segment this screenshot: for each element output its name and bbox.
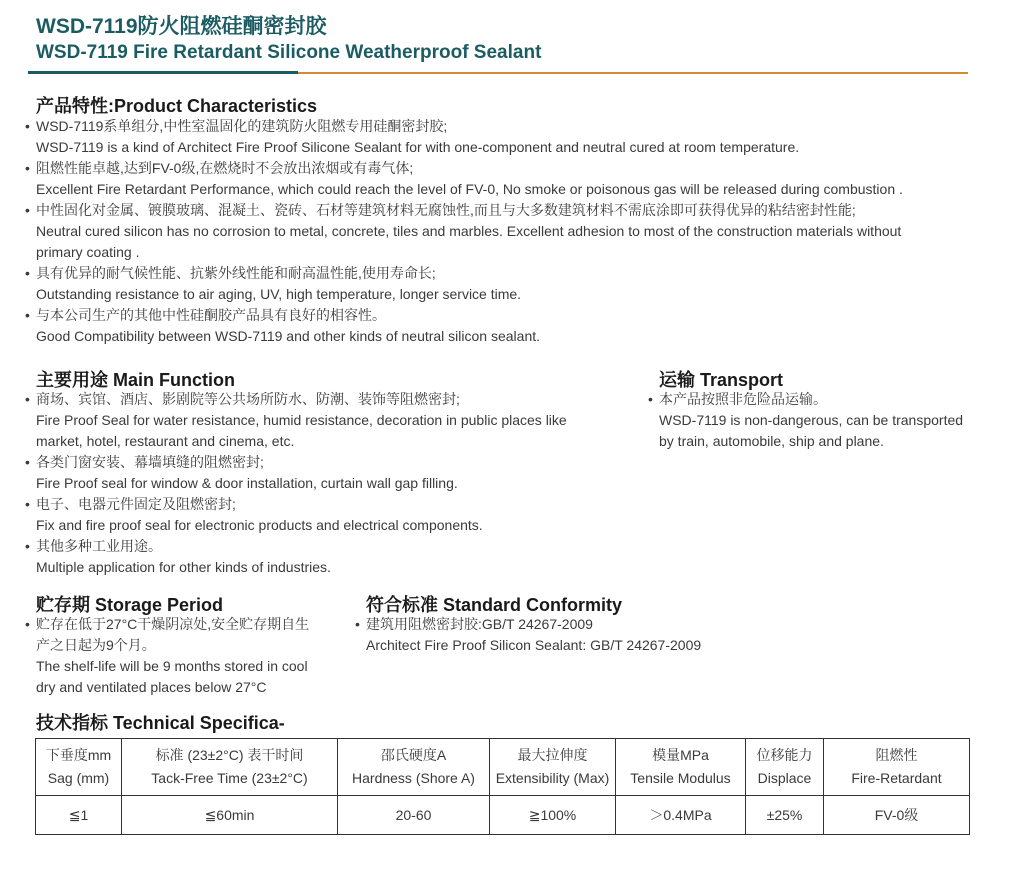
storage-list bbox=[36, 614, 309, 698]
list-item: • 具有优异的耐气候性能、抗紫外线性能和耐高温性能,使用寿命长; bbox=[36, 263, 903, 284]
list-item: Multiple application for other kinds of industries. bbox=[36, 559, 331, 575]
list-item: 产之日起为9个月。 bbox=[36, 637, 156, 653]
transport-heading: 运输 Transport bbox=[659, 370, 784, 390]
storage-heading: 贮存期 Storage Period bbox=[36, 595, 224, 615]
transport-list bbox=[659, 389, 963, 452]
list-item: Good Compatibility between WSD-7119 and other kinds of neutral silicon sealant. bbox=[36, 328, 541, 344]
list-item: • 商场、宾馆、酒店、影剧院等公共场所防水、防潮、装饰等阻燃密封; bbox=[36, 389, 567, 410]
list-item: Outstanding resistance to air aging, UV, high temperature, longer service time. bbox=[36, 286, 522, 302]
spec-table bbox=[35, 738, 970, 835]
table-header-cell: 阻燃性 Fire-Retardant bbox=[824, 739, 970, 796]
list-item: • 建筑用阻燃密封胶:GB/T 24267-2009 bbox=[366, 614, 701, 635]
table-header-cell: 模量MPa Tensile Modulus bbox=[616, 739, 746, 796]
list-item: • 阻燃性能卓越,达到FV-0级,在燃烧时不会放出浓烟或有毒气体; bbox=[36, 158, 903, 179]
list-item: primary coating . bbox=[36, 244, 140, 260]
list-item: • 贮存在低于27°C干燥阴凉处,安全贮存期自生 bbox=[36, 614, 309, 635]
title-rule-orange bbox=[298, 72, 968, 74]
list-item: • WSD-7119系单组分,中性室温固化的建筑防火阻燃专用硅酮密封胶; bbox=[36, 116, 903, 137]
table-header-cell: 邵氏硬度A Hardness (Shore A) bbox=[338, 739, 490, 796]
table-row bbox=[36, 796, 970, 835]
main-function-list bbox=[36, 389, 567, 578]
list-item: market, hotel, restaurant and cinema, etc. bbox=[36, 433, 295, 449]
characteristics-list bbox=[36, 116, 903, 347]
title-english: WSD-7119 Fire Retardant Silicone Weatherproof Sealant bbox=[36, 42, 542, 63]
standard-list bbox=[366, 614, 701, 656]
list-item: Fix and fire proof seal for electronic products and electrical components. bbox=[36, 517, 483, 533]
list-item: • 其他多种工业用途。 bbox=[36, 536, 567, 557]
list-item: Excellent Fire Retardant Performance, which could reach the level of FV-0, No smoke or poisonous gas will be released during combustion . bbox=[36, 181, 903, 197]
list-item: Fire Proof Seal for water resistance, humid resistance, decoration in public places like bbox=[36, 412, 567, 428]
table-cell: ＞0.4MPa bbox=[616, 796, 746, 835]
technical-heading: 技术指标 Technical Specifica- bbox=[36, 713, 285, 733]
list-item: dry and ventilated places below 27°C bbox=[36, 679, 267, 695]
table-cell: 20-60 bbox=[338, 796, 490, 835]
list-item: • 中性固化对金属、镀膜玻璃、混凝土、瓷砖、石材等建筑材料无腐蚀性,而且与大多数建筑材料不需底涂即可获得优异的粘结密封性能; bbox=[36, 200, 903, 221]
table-cell: ≦60min bbox=[122, 796, 338, 835]
title-chinese: WSD-7119防火阻燃硅酮密封胶 bbox=[36, 15, 327, 38]
list-item: Fire Proof seal for window & door installation, curtain wall gap filling. bbox=[36, 475, 458, 491]
table-header-row bbox=[36, 739, 970, 796]
list-item: • 各类门窗安装、幕墙填缝的阻燃密封; bbox=[36, 452, 567, 473]
list-item: Neutral cured silicon has no corrosion to metal, concrete, tiles and marbles. Excellent adhesion to most of the construction materials without bbox=[36, 223, 902, 239]
list-item: • 电子、电器元件固定及阻燃密封; bbox=[36, 494, 567, 515]
table-cell: ±25% bbox=[746, 796, 824, 835]
list-item: • 本产品按照非危险品运输。 bbox=[659, 389, 963, 410]
list-item: Architect Fire Proof Silicon Sealant: GB/T 24267-2009 bbox=[366, 637, 702, 653]
standard-heading: 符合标准 Standard Conformity bbox=[366, 595, 623, 615]
title-rule-teal bbox=[28, 71, 298, 74]
table-cell: ≧100% bbox=[490, 796, 616, 835]
table-header-cell: 最大拉伸度 Extensibility (Max) bbox=[490, 739, 616, 796]
characteristics-heading: 产品特性:Product Characteristics bbox=[36, 96, 318, 116]
list-item: by train, automobile, ship and plane. bbox=[659, 433, 884, 449]
table-header-cell: 下垂度mm Sag (mm) bbox=[36, 739, 122, 796]
list-item: • 与本公司生产的其他中性硅酮胶产品具有良好的相容性。 bbox=[36, 305, 903, 326]
list-item: The shelf-life will be 9 months stored in cool bbox=[36, 658, 308, 674]
table-cell: ≦1 bbox=[36, 796, 122, 835]
table-cell: FV-0级 bbox=[824, 796, 970, 835]
list-item: WSD-7119 is non-dangerous, can be transported bbox=[659, 412, 964, 428]
table-header-cell: 标准 (23±2°C) 表干时间 Tack-Free Time (23±2°C) bbox=[122, 739, 338, 796]
list-item: WSD-7119 is a kind of Architect Fire Proof Silicone Sealant for with one-component and neutral cured at room temperature. bbox=[36, 139, 800, 155]
main-function-heading: 主要用途 Main Function bbox=[36, 370, 235, 390]
table-header-cell: 位移能力 Displace bbox=[746, 739, 824, 796]
